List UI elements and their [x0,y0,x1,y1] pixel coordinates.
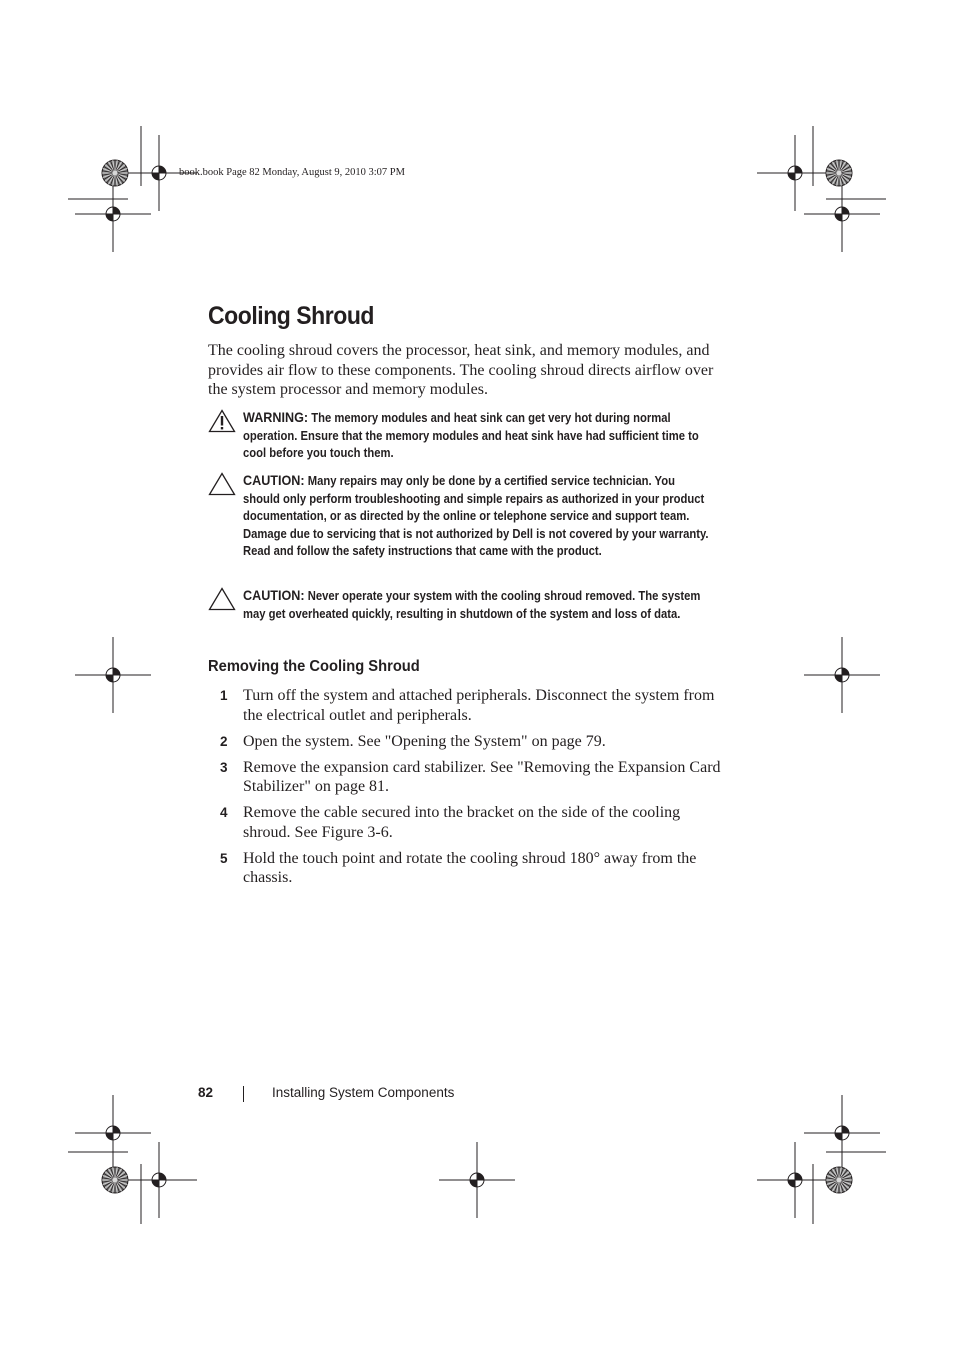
step-text: Remove the cable secured into the bracket on the side of the cooling shroud. See Figure 3-6. [243,804,681,841]
registration-mark-icon [75,637,151,713]
caution-triangle-icon [208,472,236,496]
starburst-mark-icon [826,160,852,186]
registration-mark-icon [75,1095,151,1171]
notice-label: WARNING: [243,409,309,425]
registration-mark-icon [75,176,151,252]
caution-notice [208,472,718,561]
warning-triangle-icon [208,409,236,433]
page-footer [198,1085,455,1100]
footer-divider [243,1086,244,1102]
step-number: 1 [220,688,228,703]
list-item [208,732,728,752]
registration-mark-icon [757,1142,833,1218]
warning-notice [208,409,718,463]
slug-line: book.book Page 82 Monday, August 9, 2010 3:07 PM [179,167,405,178]
page-number: 82 [198,1085,214,1100]
list-item [208,758,728,797]
step-text: Hold the touch point and rotate the cooling shroud 180° away from the chassis. [243,849,697,886]
intro-paragraph: The cooling shroud covers the processor, heat sink, and memory modules, and provides air flow to these components. The cooling shroud directs airflow over the system processor and memory modules. [208,342,714,398]
notice-text: Many repairs may only be done by a certified service technician. You should only perform troubleshooting and simple repairs as authorized in your product documentation, or as directed by the online or telephone service and support team. Damage due to servicing that is not authorized by Dell is not covered by your warranty. Read and follow the safety instructions that came with the product. [243,474,709,559]
section-heading: Removing the Cooling Shroud [208,658,420,675]
footer-section-title: Installing System Components [272,1085,455,1100]
registration-mark-icon [804,176,880,252]
step-number: 2 [220,733,228,749]
caution-triangle-icon [208,587,236,611]
registration-mark-icon [804,1095,880,1171]
list-item [208,803,728,842]
notice-label: CAUTION: [243,587,305,603]
starburst-mark-icon [102,1167,128,1193]
registration-mark-icon [757,135,833,211]
step-number: 3 [220,759,228,775]
page-title: Cooling Shroud [208,302,375,330]
step-number: 4 [220,805,228,820]
steps-list [208,686,728,894]
registration-mark-icon [121,1142,197,1218]
registration-mark-icon [439,1142,515,1218]
registration-mark-icon [804,637,880,713]
notice-text: The memory modules and heat sink can get very hot during normal operation. Ensure that the memory modules and heat sink have had sufficient time to cool before you touch them. [243,411,699,461]
list-item [208,849,728,888]
caution-notice [208,587,718,623]
step-text: Open the system. See "Opening the System" on page 79. [243,732,606,750]
list-item [208,686,728,725]
step-text: Remove the expansion card stabilizer. See "Removing the Expansion Card Stabilizer" on page 81. [243,758,721,795]
starburst-mark-icon [102,160,128,186]
notice-text: Never operate your system with the cooling shroud removed. The system may get overheated quickly, resulting in shutdown of the system and loss of data. [243,589,701,621]
step-text: Turn off the system and attached peripherals. Disconnect the system from the electrical outlet and peripherals. [243,687,715,724]
starburst-mark-icon [826,1167,852,1193]
notice-label: CAUTION: [243,472,305,488]
step-number: 5 [220,850,228,866]
